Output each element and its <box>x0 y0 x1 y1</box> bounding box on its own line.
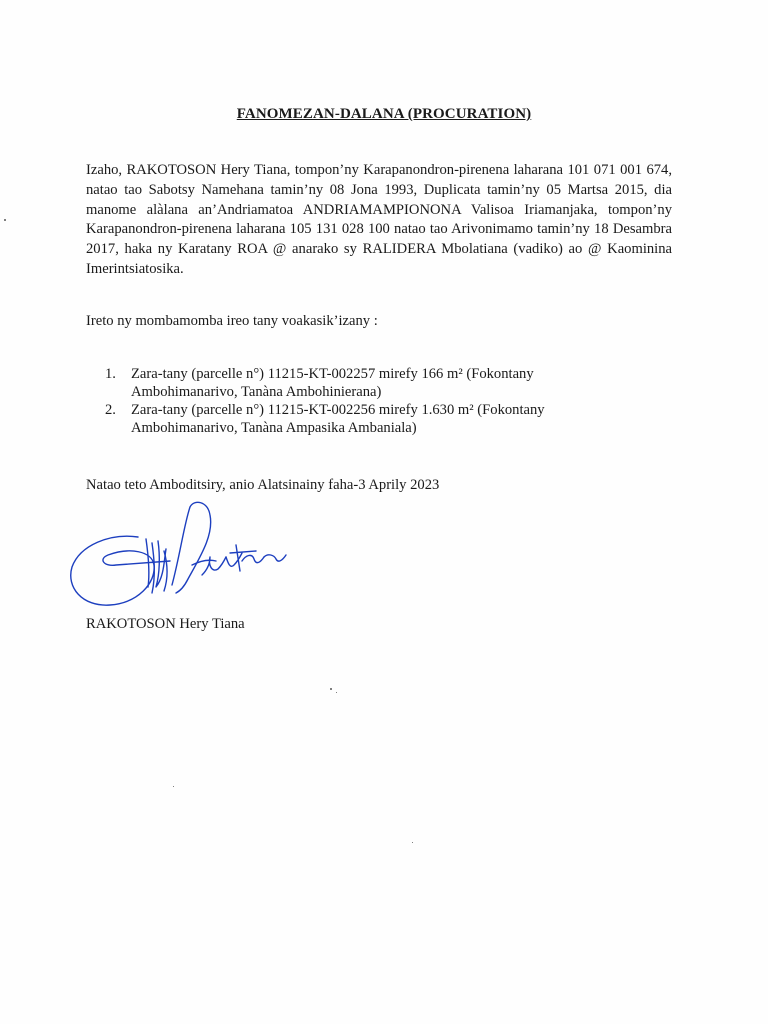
signature <box>60 495 300 615</box>
list-item-line: Zara-tany (parcelle n°) 11215-KT-002256 mirefy 1.630 m² (Fokontany <box>131 402 545 418</box>
place-date: Natao teto Amboditsiry, anio Alatsinainy faha-3 Aprily 2023 <box>86 477 440 493</box>
list-item-line: Ambohimanarivo, Tanàna Ambohinierana) <box>131 384 382 400</box>
parcel-list <box>105 365 575 437</box>
intro-paragraph: Izaho, RAKOTOSON Hery Tiana, tompon’ny Karapanondron-pirenena laharana 101 071 001 674, natao tao Sabotsy Namehana tamin’ny 08 Jona 1993, Duplicata tamin’ny 05 Martsa 2015, dia manome alàlana an’Andriamatoa ANDRIAMAMPIONONA Valisoa Iriamanjaka, tompon’ny Karapanondron-pirenena laharana 105 131 028 100 natao tao Arivonimamo tamin’ny 18 Desambra 2017, haka ny Karatany ROA @ anarako sy RALIDERA Mbolatiana (vadiko) ao @ Kaominina Imerintsiatosika. <box>86 162 672 277</box>
list-lead: Ireto ny mombamomba ireo tany voakasik’izany : <box>86 313 378 329</box>
list-item-number: 1. <box>105 366 116 382</box>
scan-speck <box>4 219 6 221</box>
scan-speck <box>173 786 174 787</box>
scan-speck <box>336 692 337 693</box>
list-item <box>105 365 575 401</box>
signer-name: RAKOTOSON Hery Tiana <box>86 616 245 632</box>
list-item <box>105 401 575 437</box>
scan-speck <box>330 688 332 690</box>
document-title: FANOMEZAN-DALANA (PROCURATION) <box>236 106 532 122</box>
list-item-line: Ambohimanarivo, Tanàna Ampasika Ambaniala) <box>131 420 417 436</box>
list-item-line: Zara-tany (parcelle n°) 11215-KT-002257 mirefy 166 m² (Fokontany <box>131 366 534 382</box>
list-item-number: 2. <box>105 402 116 418</box>
scan-speck <box>412 842 413 843</box>
signature-icon <box>60 495 300 615</box>
